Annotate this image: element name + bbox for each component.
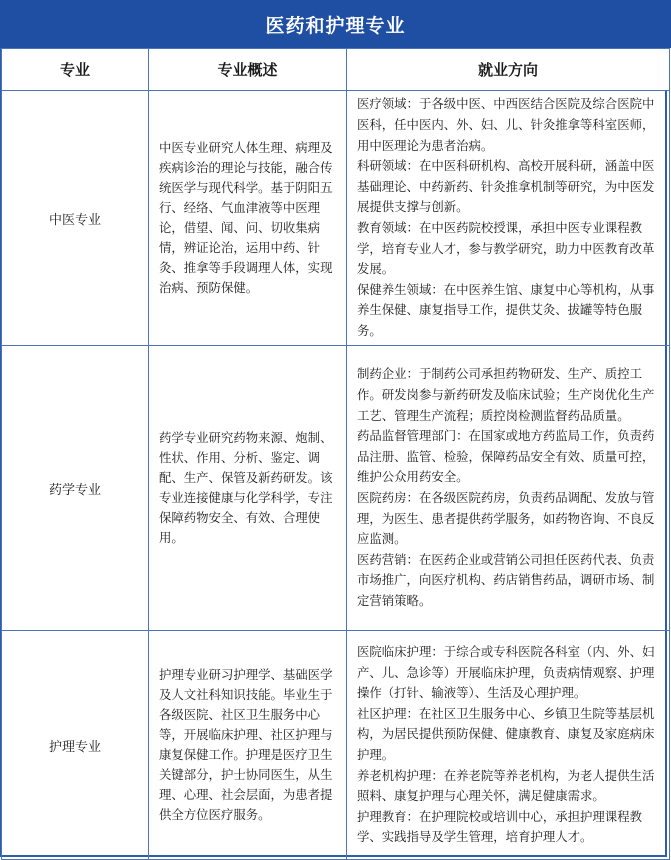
career-item: 教育领域：在中医药院校授课，承担中医专业课程教学，培育专业人才，参与教学研究，助力中医教育改革发展。: [357, 220, 655, 277]
career-item: 药品监督管理部门：在国家或地方药监局工作，负责药品注册、监管、检验，保障药品安全有效、质量可控，维护公众用药安全。: [357, 428, 655, 485]
major-overview: 护理专业研习护理学、基础医学及人文社科知识技能。毕业生于各级医院、社区卫生服务中心等，开展临床护理、社区护理与康复保健工作。护理是医疗卫生关键部分，护士协同医生，从生理、心理、社会层面，为患者提供全方位医疗服务。: [149, 631, 347, 860]
career-item: 科研领域：在中医科研机构、高校开展科研，涵盖中医基础理论、中药新药、针灸推拿机制等研究，为中医发展提供支撑与创新。: [357, 158, 655, 215]
career-item: 保健养生领域：在中医养生馆、康复中心等机构，从事养生保健、康复指导工作，提供艾灸、拔罐等特色服务。: [357, 281, 655, 338]
majors-table: [1, 48, 670, 860]
page-title: 医药和护理专业: [0, 0, 671, 48]
column-header-overview: 专业概述: [149, 49, 347, 91]
career-directions: [347, 631, 670, 860]
column-header-major: 专业: [2, 49, 149, 91]
career-directions: [347, 91, 670, 346]
column-header-career: 就业方向: [347, 49, 670, 91]
table-row-pharmacy: [2, 346, 670, 631]
career-item: 医疗领域：于各级中医、中西医结合医院及综合医院中医科，任中医内、外、妇、儿、针灸推拿等科室医师，用中医理论为患者治病。: [357, 96, 655, 153]
career-item: 医院临床护理：于综合或专科医院各科室（内、外、妇产、儿、急诊等）开展临床护理，负责病情观察、护理操作（打针、输液等）、生活及心理护理。: [357, 644, 655, 701]
major-name: 药学专业: [2, 346, 149, 631]
major-name: 护理专业: [2, 631, 149, 860]
career-item: 社区护理：在社区卫生服务中心、乡镇卫生院等基层机构，为居民提供预防保健、健康教育、康复及家庭病床护理。: [357, 705, 655, 762]
table-header-row: [2, 49, 670, 91]
major-overview: 药学专业研究药物来源、炮制、性状、作用、分析、鉴定、调配、生产、保管及新药研发。该专业连接健康与化学科学，专注保障药物安全、有效、合理使用。: [149, 346, 347, 631]
major-name: 中医专业: [2, 91, 149, 346]
career-item: 医药营销：在医药企业或营销公司担任医药代表、负责市场推广，向医疗机构、药店销售药品，调研市场、制定营销策略。: [357, 551, 655, 608]
table-row-nursing: [2, 631, 670, 860]
table-row-tcm: [2, 91, 670, 346]
career-item: 养老机构护理：在养老院等养老机构，为老人提供生活照料、康复护理与心理关怀，满足健康需求。: [357, 767, 655, 804]
career-item: 医院药房：在各级医院药房，负责药品调配、发放与管理，为医生、患者提供药学服务，如药物咨询、不良反应监测。: [357, 490, 655, 547]
major-overview: 中医专业研究人体生理、病理及疾病诊治的理论与技能，融合传统医学与现代科学。基于阴阳五行、经络、气血津液等中医理论，借望、闻、问、切收集病情，辨证论治，运用中药、针灸、推拿等手段调理人体，实现治病、预防保健。: [149, 91, 347, 346]
career-item: 护理教育：在护理院校或培训中心，承担护理课程教学、实践指导及学生管理，培育护理人才。: [357, 808, 642, 845]
career-directions: [347, 346, 670, 631]
career-item: 制药企业：于制药公司承担药物研发、生产、质控工作。研发岗参与新药研发及临床试验；生产岗优化生产工艺、管理生产流程；质控岗检测监督药品质量。: [357, 366, 655, 423]
